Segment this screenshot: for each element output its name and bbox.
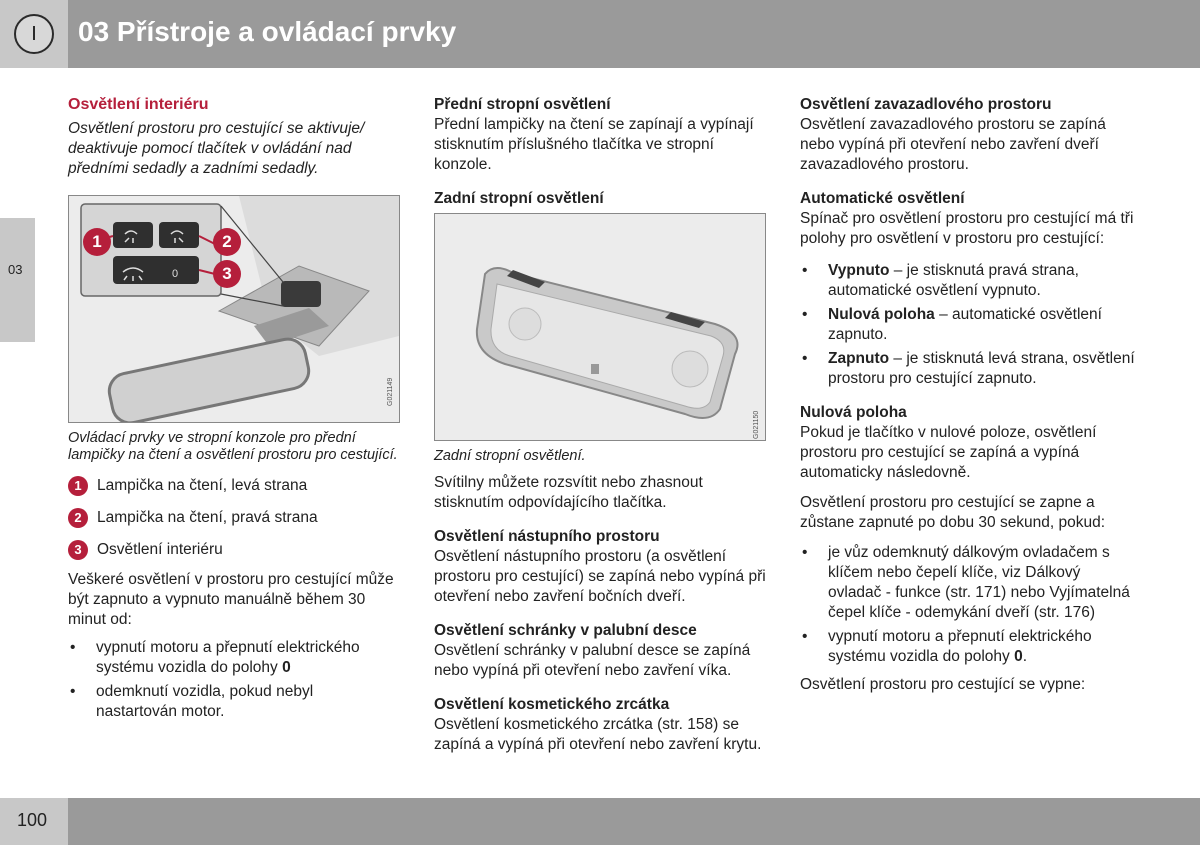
section-text: Osvětlení schránky v palubní desce se zapíná nebo vypíná při otevření nebo zavření víka. — [434, 642, 751, 679]
header-icon-box — [0, 0, 68, 68]
gauge-icon — [14, 14, 54, 54]
list-item-text: – automatické osvětlení zapnuto. — [828, 306, 1102, 343]
list-item-text: . — [1022, 648, 1028, 665]
figure-code: G021149 — [387, 377, 394, 406]
column-left — [68, 95, 398, 722]
section-text: Svítilny můžete rozsvítit nebo zhasnout stisknutím odpovídajícího tlačítka. — [434, 474, 703, 511]
list-item-text: vypnutí motoru a přepnutí elektrického systému vozidla do polohy — [828, 628, 1092, 665]
list-item: • je vůz odemknutý dálkovým ovladačem s klíčem nebo čepelí klíče, viz Dálkový ovladač - funkce (str. 171) nebo Vyjímatelná čepel klíče - odemykání dveří (str. 176) — [800, 543, 1135, 623]
list-item-text: – je stisknutá pravá strana, automatické osvětlení vypnuto. — [828, 262, 1079, 299]
callout-badge-2: 2 — [213, 228, 241, 256]
figure-caption: Ovládací prvky ve stropní konzole pro přední lampičky na čtení a osvětlení prostoru pro cestující. — [68, 430, 398, 463]
legend-number: 2 — [68, 508, 88, 528]
figure-caption: Zadní stropní osvětlení. — [434, 448, 586, 464]
manual-paragraph: Veškeré osvětlení v prostoru pro cestující může být zapnuto a vypnuto manuálně během 30 minut od: — [68, 571, 394, 628]
page-number: 100 — [17, 810, 48, 830]
list-item-bold: Nulová poloha — [828, 306, 935, 323]
section-text: Osvětlení prostoru pro cestující se vypne: — [800, 676, 1086, 693]
section-intro: Osvětlení prostoru pro cestující se aktivuje/ deaktivuje pomocí tlačítek v ovládání nad předními sedadly a zadními sedadly. — [68, 120, 365, 177]
list-item-text: vypnutí motoru a přepnutí elektrického systému vozidla do polohy — [96, 639, 360, 676]
section-heading: Osvětlení kosmetického zrcátka — [434, 696, 670, 713]
column-right — [800, 95, 1135, 695]
legend-number: 1 — [68, 476, 88, 496]
legend-item — [68, 476, 398, 496]
section-text: Přední lampičky na čtení se zapínají a vypínají stisknutím příslušného tlačítka ve stropní konzole. — [434, 116, 754, 173]
figure-rear-light — [434, 213, 766, 441]
side-tab-label: 03 — [8, 262, 23, 277]
list-item-bold: 0 — [282, 659, 291, 676]
section-heading: Přední stropní osvětlení — [434, 96, 611, 113]
section-heading: Osvětlení nástupního prostoru — [434, 528, 660, 545]
list-item-text: – je stisknutá levá strana, osvětlení prostoru pro cestující zapnuto. — [828, 350, 1135, 387]
panel-zero-label: 0 — [172, 268, 179, 280]
list-item — [68, 638, 398, 678]
manual-list — [68, 638, 398, 722]
section-heading: Osvětlení zavazadlového prostoru — [800, 96, 1052, 113]
legend-text: Lampička na čtení, pravá strana — [97, 509, 318, 526]
legend-text: Lampička na čtení, levá strana — [97, 477, 308, 494]
list-item — [800, 349, 1135, 389]
zero-list — [800, 543, 1135, 667]
list-item-bold: Vypnuto — [828, 262, 890, 279]
legend-item — [68, 540, 398, 560]
list-item-bold: 0 — [1014, 648, 1023, 665]
section-title: Osvětlení interiéru — [68, 96, 209, 113]
list-item: • odemknutí vozidla, pokud nebyl nastartován motor. — [68, 682, 398, 722]
section-heading: Automatické osvětlení — [800, 190, 965, 207]
rear-light-illustration — [435, 214, 765, 440]
chapter-title: 03 Přístroje a ovládací prvky — [78, 16, 457, 47]
column-middle — [434, 95, 766, 755]
figure-code: G021150 — [753, 410, 760, 439]
legend-text: Osvětlení interiéru — [97, 541, 223, 558]
section-text: Pokud je tlačítko v nulové poloze, osvětlení prostoru pro cestující se zapíná a vypíná automaticky následovně. — [800, 424, 1097, 481]
section-text: Osvětlení prostoru pro cestující se zapne a zůstane zapnuté po dobu 30 sekund, pokud: — [800, 494, 1106, 531]
section-text: Osvětlení nástupního prostoru (a osvětlení prostoru pro cestující) se zapíná nebo vypíná při otevření nebo zavření bočních dveří. — [434, 548, 766, 605]
legend-item — [68, 508, 398, 528]
section-text: Osvětlení kosmetického zrcátka (str. 158) se zapíná a vypíná při otevření nebo zavření krytu. — [434, 716, 762, 753]
section-text: Spínač pro osvětlení prostoru pro cestující má tři polohy pro osvětlení v prostoru pro cestující: — [800, 210, 1134, 247]
list-item — [800, 627, 1135, 667]
page-footer — [0, 798, 1200, 845]
figure-roof-console — [68, 195, 400, 423]
legend-number: 3 — [68, 540, 88, 560]
chapter-side-tab — [0, 218, 35, 342]
section-heading: Nulová poloha — [800, 404, 907, 421]
section-heading: Zadní stropní osvětlení — [434, 190, 604, 207]
list-item — [800, 261, 1135, 301]
auto-list — [800, 261, 1135, 389]
section-heading: Osvětlení schránky v palubní desce — [434, 622, 697, 639]
list-item-bold: Zapnuto — [828, 350, 890, 367]
section-text: Osvětlení zavazadlového prostoru se zapíná nebo vypíná při otevření nebo zavření dveří zavazadlového prostoru. — [800, 116, 1106, 173]
callout-badge-1: 1 — [83, 228, 111, 256]
list-item — [800, 305, 1135, 345]
callout-badge-3: 3 — [213, 260, 241, 288]
